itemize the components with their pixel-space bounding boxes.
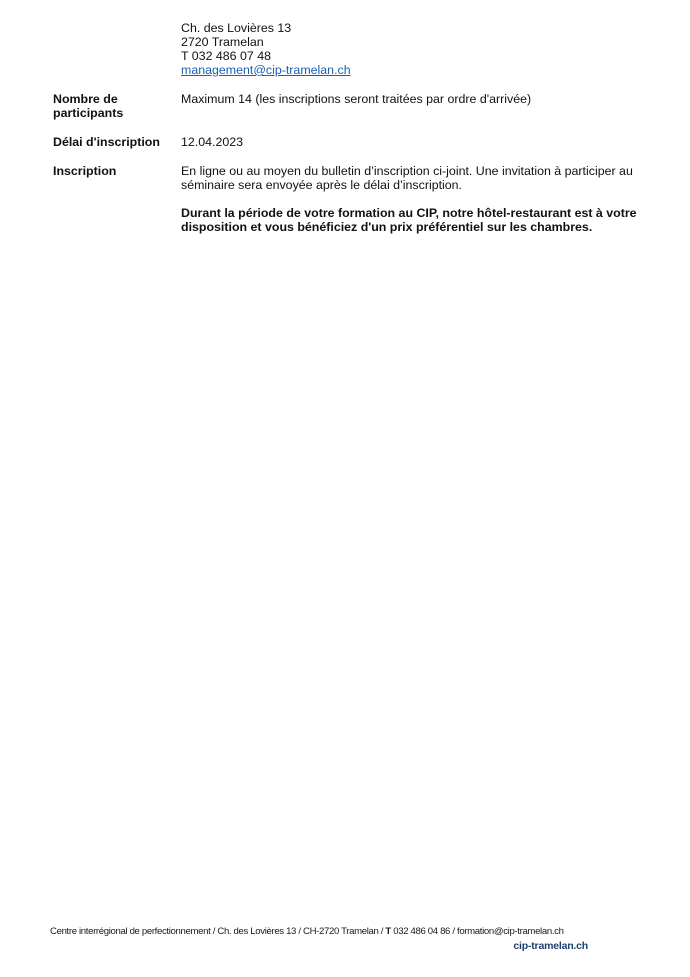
footer-city: CH-2720 Tramelan [303,926,379,937]
footer-phone: 032 486 04 86 [390,926,451,937]
inscription-label: Inscription [53,164,117,178]
participants-value: Maximum 14 (les inscriptions seront traitées par ordre d'arrivée) [181,92,532,106]
footer-separator: / [296,926,303,937]
footer-separator: / [210,926,218,937]
deadline-value: 12.04.2023 [181,135,244,149]
footer-separator: / [450,926,457,937]
footer-website[interactable]: cip-tramelan.ch [513,940,588,952]
contact-street: Ch. des Lovières 13 [181,21,292,35]
inscription-value [181,164,641,234]
footer-phone-prefix: T [385,926,391,937]
contact-city: 2720 Tramelan [181,35,264,49]
contact-phone: T 032 486 07 48 [181,49,272,63]
footer-street: Ch. des Lovières 13 [217,926,297,937]
participants-label: Nombre de participants [53,92,124,120]
footer-org: Centre interrégional de perfectionnement [50,926,211,937]
footer-separator: / [378,926,386,937]
footer-contact-line [50,926,588,938]
contact-address [181,21,351,77]
contact-email-link[interactable]: management@cip-tramelan.ch [181,63,351,77]
inscription-text: En ligne ou au moyen du bulletin d’inscription ci-joint. Une invitation à participer au séminaire sera envoyée après le délai d’inscription. [181,164,633,192]
hotel-note: Durant la période de votre formation au CIP, notre hôtel-restaurant est à votre disposition et vous bénéficiez d'un prix préférentiel sur les chambres. [181,206,637,234]
deadline-label: Délai d'inscription [53,135,160,149]
footer-email[interactable]: formation@cip-tramelan.ch [457,926,564,937]
